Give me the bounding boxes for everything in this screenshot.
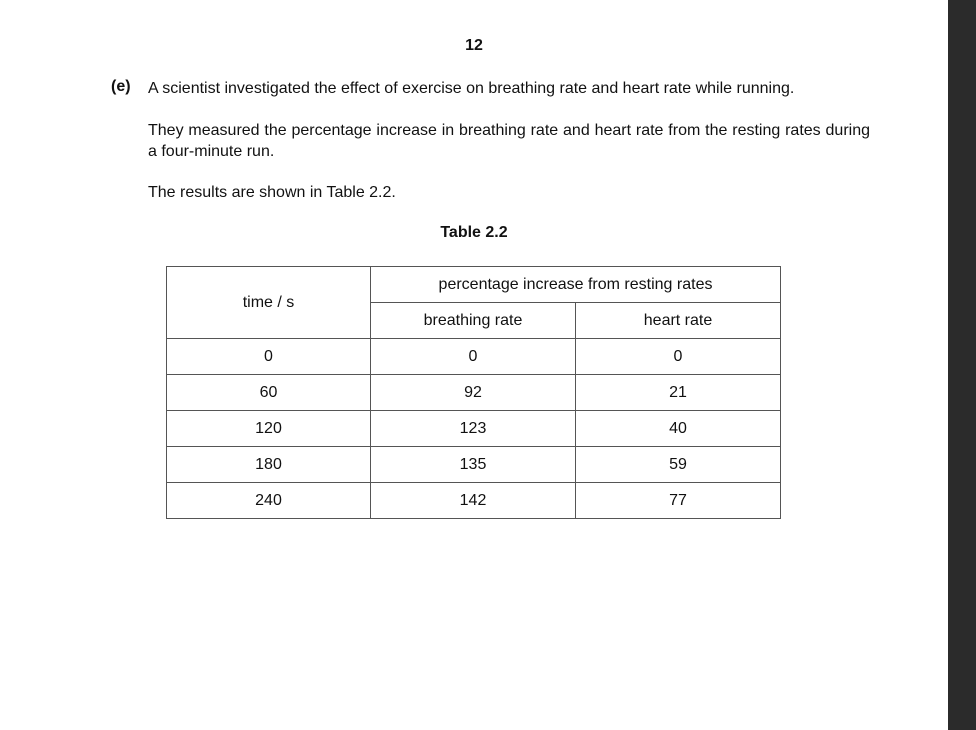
breathing-cell: 92: [371, 375, 576, 411]
heart-cell: 40: [576, 411, 781, 447]
time-cell: 240: [167, 483, 371, 519]
heart-cell: 77: [576, 483, 781, 519]
table-row: [167, 483, 781, 519]
heart-rate-header: heart rate: [576, 303, 781, 339]
time-cell: 120: [167, 411, 371, 447]
heart-cell: 21: [576, 375, 781, 411]
time-cell: 180: [167, 447, 371, 483]
table-row: [167, 339, 781, 375]
breathing-cell: 123: [371, 411, 576, 447]
results-table: [166, 266, 781, 519]
question-method: They measured the percentage increase in breathing rate and heart rate from the resting rates during a four-minute run.: [148, 122, 870, 160]
group-column-header: percentage increase from resting rates: [371, 267, 781, 303]
heart-cell: 59: [576, 447, 781, 483]
table-title: Table 2.2: [440, 224, 508, 241]
page-number: 12: [465, 37, 483, 54]
table-header-row: [167, 267, 781, 303]
time-cell: 60: [167, 375, 371, 411]
table-row: [167, 375, 781, 411]
viewer-edge: [948, 0, 976, 730]
breathing-cell: 0: [371, 339, 576, 375]
table-row: [167, 447, 781, 483]
heart-cell: 0: [576, 339, 781, 375]
breathing-cell: 142: [371, 483, 576, 519]
breathing-cell: 135: [371, 447, 576, 483]
question-part-label: (e): [111, 78, 131, 95]
table-row: [167, 411, 781, 447]
time-column-header: time / s: [167, 267, 371, 339]
time-cell: 0: [167, 339, 371, 375]
question-results: The results are shown in Table 2.2.: [148, 184, 396, 201]
breathing-rate-header: breathing rate: [371, 303, 576, 339]
question-intro: A scientist investigated the effect of exercise on breathing rate and heart rate while running.: [148, 80, 795, 97]
